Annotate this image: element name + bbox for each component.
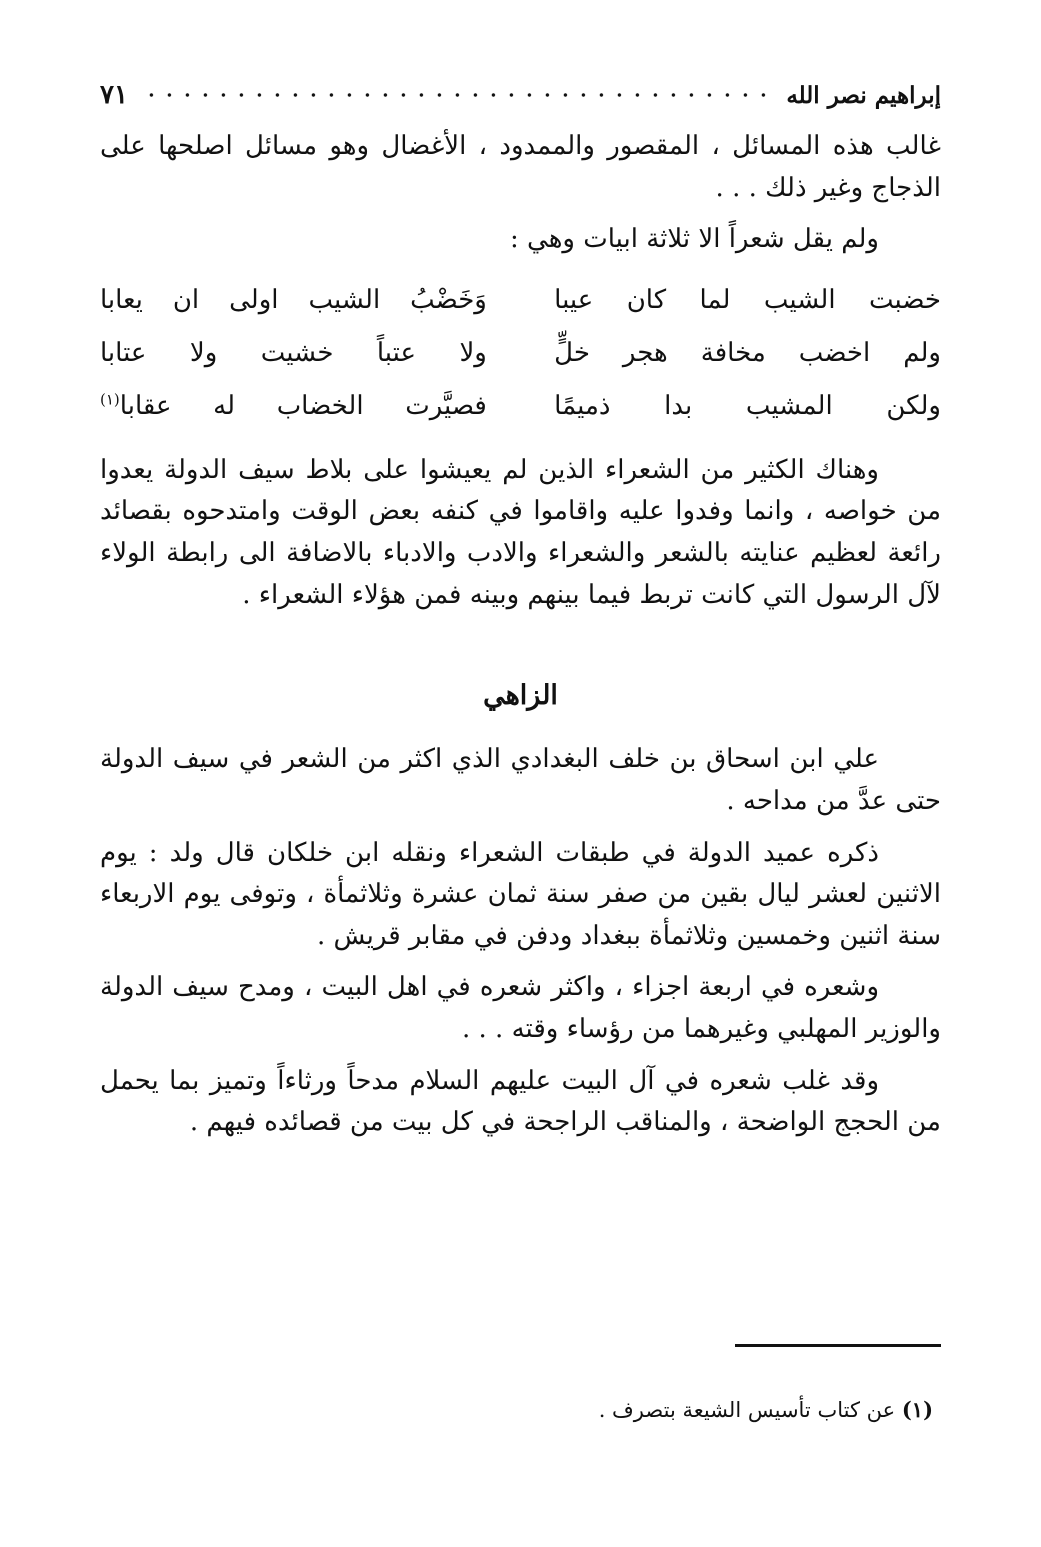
verse-second-hemistich: وَخَضْبُ الشيب اولى ان يعابا	[100, 285, 487, 316]
verse-second-hemistich: ولا عتباً خشيت ولا عتابا	[100, 338, 487, 369]
leader-dots	[142, 90, 772, 100]
footnote-reference: (١)	[100, 390, 120, 409]
footnote-number: (١)	[901, 1397, 933, 1422]
paragraph-themes: وقد غلب شعره في آل البيت عليهم السلام مدحاً ورثاءاً وتميز بما يحمل من الحجج الواضحة ، والمناقب الراجحة في كل بيت من قصائده فيهم .	[100, 1065, 941, 1138]
verse-second-hemistich	[100, 386, 487, 428]
paragraph-poets: وهناك الكثير من الشعراء الذين لم يعيشوا على بلاط سيف الدولة يعدوا من خواصه ، وانما وفدوا عليه واقاموا في كنفه بعض الوقت وامتدحوه بقصائد رائعة لعظيم عنايته بالشعر والشعراء والادب والادباء بالاضافة الى رابطة الولاء لآل الرسول التي كانت تربط فيما بينهم وبينه فمن هؤلاء الشعراء .	[100, 454, 941, 610]
footnote-text: عن كتاب تأسيس الشيعة بتصرف .	[598, 1398, 896, 1422]
running-header-author: إبراهيم نصر الله	[786, 81, 941, 109]
verse-text: فصيَّرت الخضاب له عقابا	[119, 391, 487, 422]
footnote	[100, 1397, 933, 1422]
poem-verse	[100, 275, 941, 328]
page-number: ٧١	[100, 80, 128, 110]
footnote-separator	[735, 1344, 941, 1347]
paragraph-poem-intro: ولم يقل شعراً الا ثلاثة ابيات وهي :	[510, 224, 879, 255]
poem-verse	[100, 381, 941, 434]
paragraph-continuation: غالب هذه المسائل ، المقصور والممدود ، الأغضال وهو مسائل اصلحها على الذجاج وغير ذلك . . .	[100, 131, 941, 203]
paragraph-bio: علي ابن اسحاق بن خلف البغدادي الذي اكثر من الشعر في سيف الدولة حتى عدَّ من مداحه .	[100, 744, 941, 816]
poem	[100, 275, 941, 434]
verse-first-hemistich: خضبت الشيب لما كان عيبا	[554, 285, 941, 316]
paragraph-works: وشعره في اربعة اجزاء ، واكثر شعره في اهل البيت ، ومدح سيف الدولة والوزير المهلبي وغيرهما من رؤساء وقته . . .	[100, 972, 941, 1044]
verse-first-hemistich: ولكن المشيب بدا ذميمًا	[554, 391, 941, 422]
verse-first-hemistich: ولم اخضب مخافة هجر خلٍّ	[554, 338, 941, 369]
page-body	[100, 126, 941, 1154]
poem-verse	[100, 328, 941, 381]
running-header	[100, 82, 941, 108]
section-heading: الزاهي	[483, 680, 558, 712]
paragraph-dates: ذكره عميد الدولة في طبقات الشعراء ونقله ابن خلكان قال ولد : يوم الاثنين لعشر ليال بقين من صفر سنة ثمان عشرة وثلاثمأة ، وتوفى يوم الاربعاء سنة اثنين وخمسين وثلاثمأة ببغداد ودفن في مقابر قريش .	[100, 837, 941, 951]
